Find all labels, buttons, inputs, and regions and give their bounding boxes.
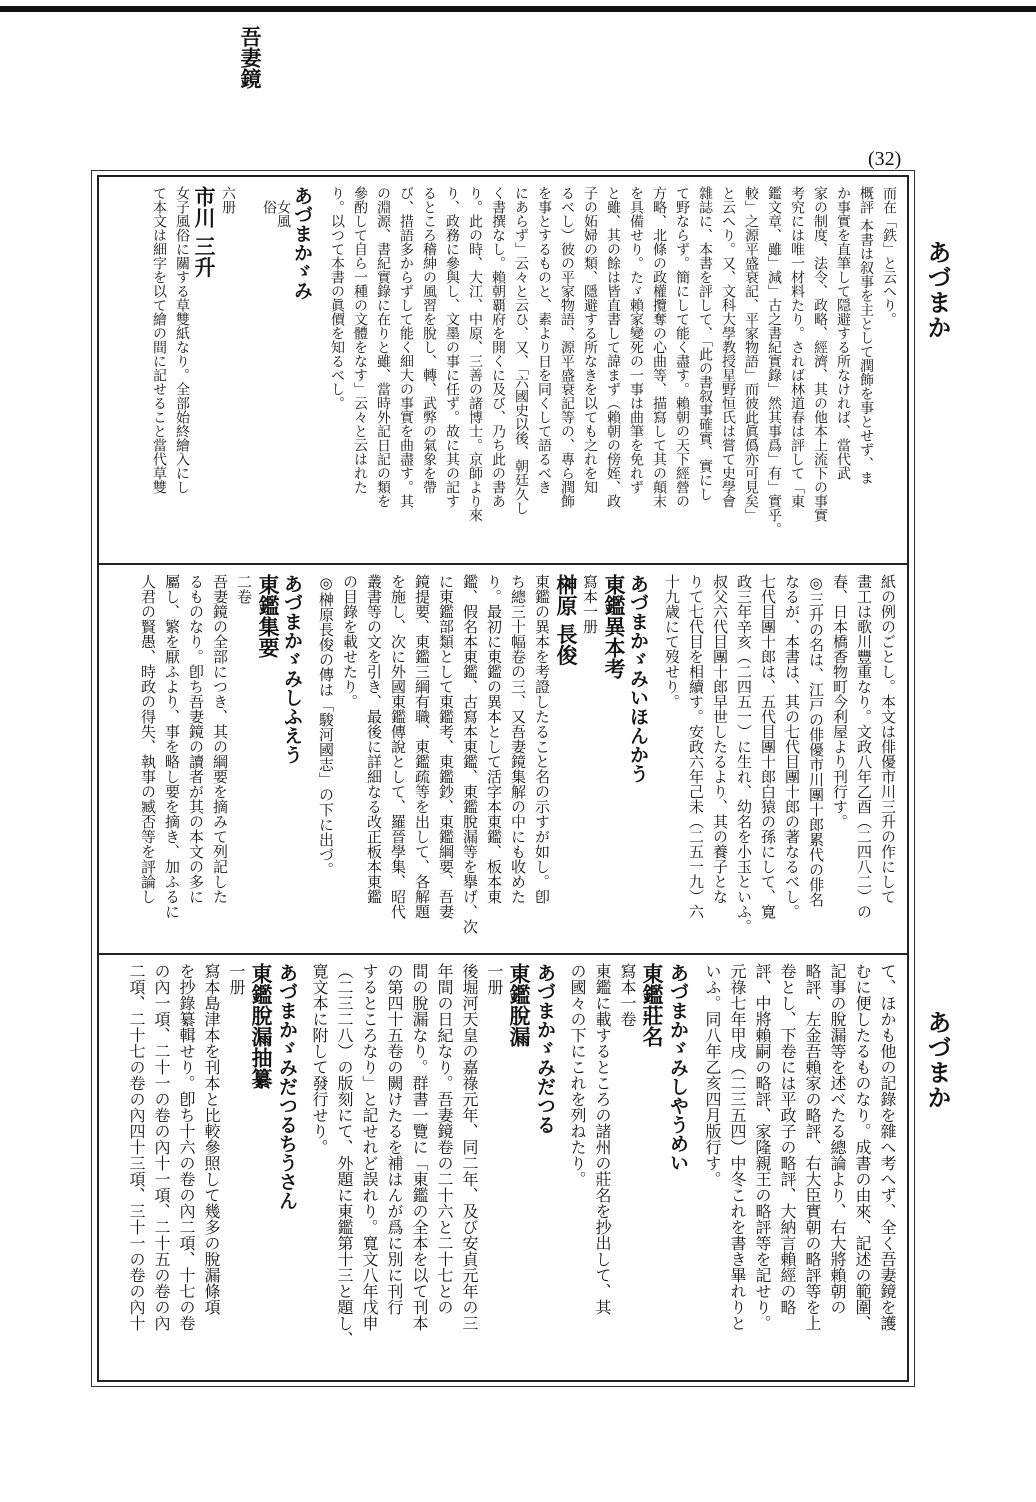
- text-column: を施し、次に外國東鑑傳說として、羅晉學集、昭代: [389, 574, 407, 919]
- text-column: の目錄を載せたり。: [341, 574, 359, 709]
- text-column: にあらず」云々と云ひ、又、「六國史以後、朝廷久し: [513, 186, 529, 515]
- band-bottom: [110, 963, 900, 1373]
- entry-heading: あづまかゞみ: [291, 186, 313, 300]
- text-column: 元祿七年甲戌（二三五四）中冬これを書き畢れりと: [728, 963, 747, 1331]
- text-column: 東鑑の異本を考證したること名の示すが如し。卽: [533, 574, 551, 904]
- text-column: を具備せり。たゞ賴家變死の一事は曲筆を免れず: [628, 186, 644, 494]
- text-column: 雜誌に、本書を評して、「此の書叙事確實、實にし: [697, 186, 713, 501]
- entry-genre-label: 女風 俗: [261, 200, 291, 228]
- text-column: 人君の賢愚、時政の得失、執事の臧否等を評論し: [139, 574, 157, 904]
- column-gap: [690, 963, 700, 1373]
- text-column: するところなり」と記せれど誤れり。寬文八年戊申: [360, 963, 379, 1331]
- text-column: に東鑑部類として東鑑考、東鑑鈔、東鑑綱要、吾妻: [437, 574, 455, 919]
- text-column: 吾妻鏡の全部につき、其の綱要を摘みて列記した: [211, 574, 229, 904]
- column-gap: [313, 186, 325, 556]
- band-divider-2: [97, 953, 909, 955]
- text-column: 紙の例のごとし。本文は俳優市川三升の作にして: [879, 574, 897, 904]
- entry-volumes: 寫本一卷: [618, 963, 637, 1027]
- entry-volumes: 一册: [227, 963, 246, 995]
- text-column: 記事の脫漏等を述べたる總論より、右大將賴朝の: [828, 963, 847, 1315]
- entry-title: 東鑑集要: [256, 574, 281, 658]
- text-column: り。此の時、大江、中原、三善の諸博士。京師より來: [467, 186, 483, 522]
- text-column: 東鑑に載するところの諸州の莊名を抄出して、其: [593, 963, 612, 1315]
- text-column: の內一項、二十一の卷の內十一項、二十五の卷の內: [152, 963, 171, 1331]
- text-column: く書撰なし。賴朝覇府を開くに及び、乃ち此の書あ: [490, 186, 506, 508]
- text-column: 較」之源平盛衰記、平家物語」而彼此眞僞亦可見矣」: [743, 186, 759, 522]
- entry-heading: あづまかゞみしふえう: [281, 574, 303, 764]
- text-column: と云へり。又、文科大學教授星野恒氏は嘗て史學會: [720, 186, 736, 508]
- column-gap: [557, 963, 565, 1373]
- entry-author: 榊原 長俊: [554, 574, 579, 666]
- entry-volumes: 二卷: [235, 574, 253, 604]
- text-column: 年間の日紀なり。吾妻鏡卷の二十六と二十七との: [435, 963, 454, 1315]
- text-column: て野ならず。簡にして能く盡す。賴朝の天下經營の: [674, 186, 690, 508]
- text-column: 後堀河天皇の嘉祿元年、同二年、及び安貞元年の三: [460, 963, 479, 1331]
- text-column: の第四十五卷の闕けたるを補はんが爲に別に刊行: [385, 963, 404, 1315]
- column-gap: [299, 963, 307, 1373]
- entry-heading: あづまかゞみだつる: [534, 963, 556, 1134]
- text-column: 略評、左金吾賴家の略評、右大臣實朝の略評等を上: [803, 963, 822, 1331]
- text-column: 寛文本に附して發行せり。: [310, 963, 329, 1155]
- text-column: 春、日本橋香物町今利屋より刊行す。: [831, 574, 849, 829]
- text-column: 參酌して自ら一種の文體をなす」云々と云はれた: [352, 186, 368, 494]
- entry-title: 東鑑脫漏: [507, 963, 532, 1047]
- text-column: 考究には唯一材料たり。されば林道春は評して「東: [789, 186, 805, 508]
- column-gap: [650, 574, 660, 944]
- text-column: り、政務に參與し、文墨の事に任ず。故に其の記す: [444, 186, 460, 508]
- text-column: ◎榊原長俊の傳は「駿河國志」の下に出づ。: [317, 574, 335, 877]
- text-column: なるが、本書は、其の七代目團十郎の著なるべし。: [783, 574, 801, 919]
- running-head-bottom: あづまか: [923, 1010, 951, 1110]
- text-column: り。最初に東鑑の異本として活字本東鑑、板本東: [485, 574, 503, 904]
- text-column: るべし）彼の平家物語、源平盛衰記等の、專ら潤飾: [559, 186, 575, 508]
- text-column: を抄錄纂輯せり。卽ち十六の卷の內二項、十七の卷: [177, 963, 196, 1331]
- page-number: (32): [868, 148, 902, 170]
- text-column: の淵源、書紀實錄に在りと雖、當時外記日記の類を: [375, 186, 391, 508]
- text-column: むに便したるものなり。成書の由來、記述の範圍、: [853, 963, 872, 1331]
- text-column: りて七代目を相續す。安政六年己未（二五一九）六: [687, 574, 705, 919]
- text-column: 概評 本書は叙事を主として潤飾を事とせず、ま: [858, 186, 874, 485]
- entry-heading: あづまかゞみしやうめい: [667, 963, 689, 1172]
- text-column: 二項、二十七の卷の內四十三項、三十一の卷の內十: [127, 963, 146, 1331]
- text-column: 七代目團十郎は、五代目團十郎白猿の孫にして、寛: [759, 574, 777, 919]
- text-column: を事とするものと、素より日を同くして語るべき: [536, 186, 552, 494]
- entry-volumes: 一册: [485, 963, 504, 995]
- top-border-rule: [0, 6, 1036, 12]
- text-column: の國々の下にこれを列ねたり。: [568, 963, 587, 1187]
- entry-heading: あづまかゞみだつるちうさん: [276, 963, 298, 1210]
- text-column: （二三二八）の版刻にて、外題に東鑑第十三と題し、: [335, 963, 354, 1347]
- text-column: と雖、其の餘は皆直書して諱まず（賴朝の傍姪、政: [605, 186, 621, 508]
- text-column: いふ。同八年乙亥四月版行す。: [703, 963, 722, 1187]
- entry-title: 吾妻鏡: [238, 26, 263, 89]
- entry-title: 東鑑脫漏抽纂: [249, 963, 274, 1089]
- text-column: 家の制度、法令、政略、經濟、其の他本上流下の事實: [812, 186, 828, 522]
- entry-author: 市川 三升: [192, 186, 217, 278]
- text-column: 鑑、假名本東鑑、古寫本東鑑、東鑑脫漏等を擧げ、次: [461, 574, 479, 934]
- running-head-top: あづまか: [923, 240, 951, 340]
- entry-volumes: 六册: [220, 186, 236, 214]
- band-bottom-text: [124, 963, 900, 1373]
- text-column: 叔父六代目團十郎早世したるより、其の養子とな: [711, 574, 729, 904]
- text-column: 屬し、繁を厭ふより、事を略し要を摘き、加ふるに: [163, 574, 181, 919]
- band-middle: [110, 574, 900, 944]
- entry-volumes: 寫本一册: [581, 574, 599, 634]
- text-column: 十九歳にて歿せり。: [663, 574, 681, 709]
- band-divider-1: [97, 563, 909, 565]
- text-column: び、措語多からずして能く細大の事實を曲盡す。其: [398, 186, 414, 508]
- text-column: ち總三十幅卷の三、又吾妻鏡集解の中にも收めた: [509, 574, 527, 904]
- text-column: 叢書等の文を引き、最後に詳細なる改正板本東鑑: [365, 574, 383, 904]
- text-column: 間の脫漏なり。群書一覽に「東鑑の全本を以て刊本: [410, 963, 429, 1331]
- entry-title: 東鑑莊名: [640, 963, 665, 1047]
- text-column: 而在「鉄」と云へり。: [881, 186, 897, 326]
- text-column: ◎三升の名は、江戸の俳優市川團十郎累代の俳名: [807, 574, 825, 907]
- text-column: るものなり。卽ち吾妻鏡の讀者が其の本文の多に: [187, 574, 205, 904]
- column-gap: [304, 574, 314, 944]
- text-column: て、ほかも他の記錄を雜へ考へず、全く吾妻鏡を護: [878, 963, 897, 1331]
- text-column: 畫工は歌川豐重なり。文政八年乙酉（二四八二）の: [855, 574, 873, 919]
- text-column: り。以つて本書の眞價を知るべし。: [329, 186, 345, 410]
- text-column: 評、中將賴嗣の略評、家隆親王の略評等を記せり。: [753, 963, 772, 1331]
- text-column: 鏡提要、東鑑三綱有職、東鑑疏等を出して、各解題: [413, 574, 431, 919]
- text-column: 方略、北條の政權攬奪の心曲等、描寫して其の顛末: [651, 186, 667, 508]
- text-column: 卷とし、下卷には平政子の略評、大納言賴經の略: [778, 963, 797, 1315]
- text-column: 政三年辛亥（二四五一）に生れ、幼名を小玉といふ。: [735, 574, 753, 934]
- entry-title: 東鑑異本考: [602, 574, 627, 700]
- text-column: 子の妬婦の類、隱避する所なきを以ても之れを知: [582, 186, 598, 494]
- text-column: 鑑文章、雖」減」古之書紀實錄」然其事爲」有」實乎。: [766, 186, 782, 536]
- entry-text: 女子風俗に關する草雙紙なり。全部始終繪入にし て本文は細字を以て繪の間に記せること當代草雙: [151, 186, 190, 494]
- text-column: か事實を直筆して隠避する所なければ、當代武: [835, 186, 851, 480]
- text-column: るところ稽紳の風習を脫し、轉、武弊の氣象を帶: [421, 186, 437, 494]
- band-middle-text: [136, 574, 900, 944]
- text-column: 寫本島津本を刊本と比較參照して幾多の脫漏條項: [202, 963, 221, 1315]
- entry-heading: あづまかゞみいほんかう: [627, 574, 649, 783]
